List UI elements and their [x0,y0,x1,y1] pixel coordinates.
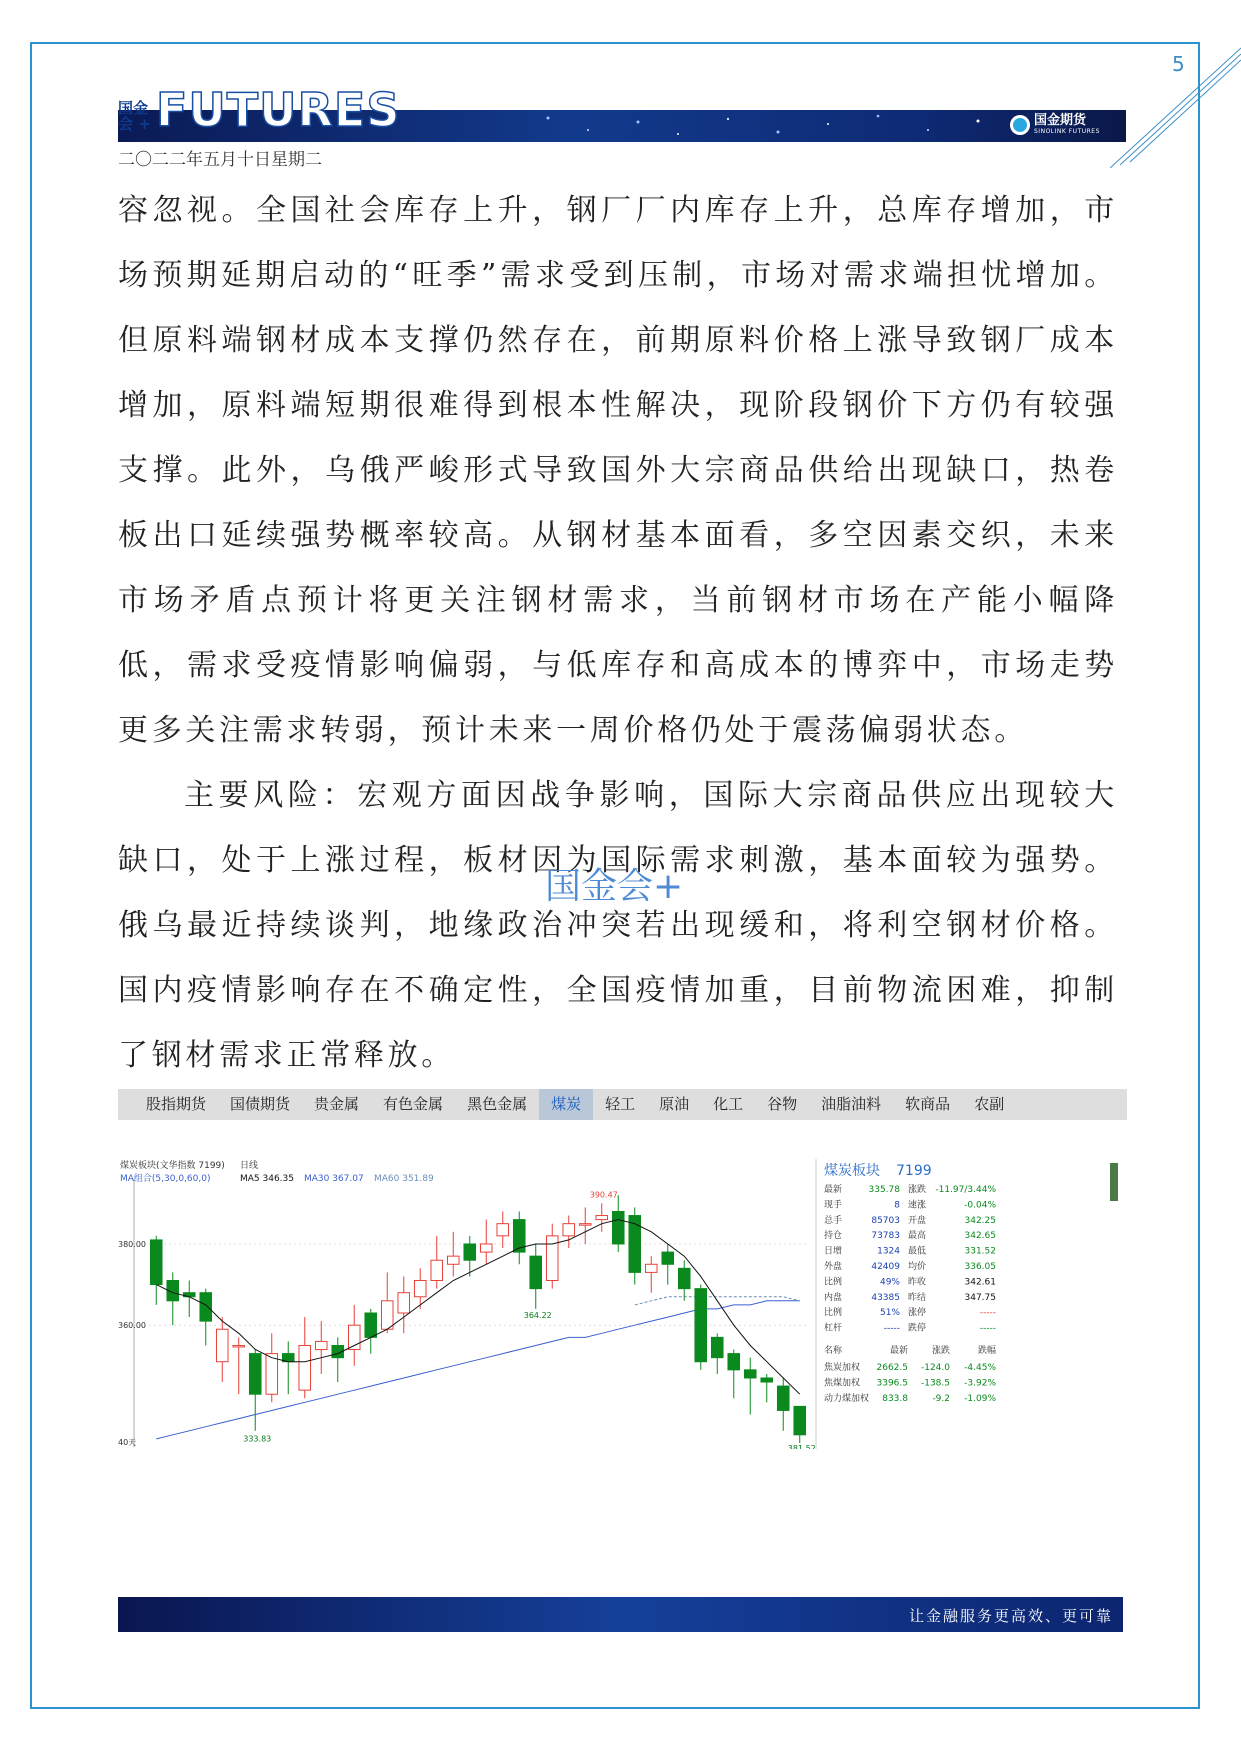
table-name-0: 焦炭加权 [824,1363,861,1373]
footer-band [118,1597,1123,1632]
quote-label-a-7: 内盘 [824,1292,843,1303]
candle-body-25 [563,1224,575,1236]
candle-body-27 [596,1216,608,1220]
tab-3[interactable]: 有色金属 [383,1095,444,1113]
candle-body-6 [249,1354,261,1395]
quote-label-a-9: 杠杆 [824,1323,843,1334]
watermark: 国金会+ [545,866,684,907]
panel-scrollbar [1110,1163,1118,1201]
table-last-1: 3396.5 [876,1378,908,1389]
paragraph-risk: 主要风险：宏观方面因战争影响，国际大宗商品供应出现较大缺口，处于上涨过程，板材因为国际需求刺激，基本面较为强势。俄乌最近持续谈判，地缘政治冲突若出现缓和，将利空钢材价格。国内疫情影响存在不确定性，全国疫情加重，目前物流困难，抑制了钢材需求正常释放。 [118,778,1118,1073]
candle-body-20 [480,1244,492,1252]
ma5-label: MA5 346.35 [240,1174,294,1184]
candle-body-3 [200,1293,212,1321]
quote-label-a-8: 比例 [824,1308,843,1319]
quote-label-b-0: 涨跌 [908,1185,927,1195]
y-tick-0: 380.00 [118,1239,146,1249]
quote-value-a-4: 1324 [877,1246,900,1257]
quote-value-b-8: ----- [979,1308,996,1319]
quote-label-b-9: 跌停 [908,1323,927,1334]
table-header-2: 涨跌 [931,1346,950,1356]
quote-value-b-5: 336.05 [964,1262,996,1272]
annotation-2: 333.83 [243,1434,272,1444]
tab-2[interactable]: 贵金属 [314,1095,360,1113]
quote-value-a-2: 85703 [871,1215,900,1226]
candle-body-23 [530,1256,542,1288]
candle-body-32 [678,1268,690,1288]
ma-combo-label: MA组合(5,30,0,60,0) [120,1174,211,1184]
quote-value-a-0: 335.78 [868,1185,900,1195]
candle-body-17 [431,1260,443,1280]
quote-label-b-6: 昨收 [908,1277,927,1288]
chart-svg [118,1157,1121,1449]
quote-value-a-9: ----- [883,1323,900,1334]
candle-body-19 [464,1244,476,1260]
quote-value-b-1: -0.04% [964,1200,996,1211]
table-pct-1: -3.92% [964,1378,996,1389]
table-name-1: 焦煤加权 [824,1378,861,1389]
candle-body-35 [728,1354,740,1370]
page-number: 5 [1172,52,1185,76]
quote-value-a-6: 49% [879,1277,900,1288]
tab-8[interactable]: 化工 [713,1095,744,1113]
quote-label-a-2: 总手 [824,1215,843,1226]
candle-body-13 [365,1313,377,1337]
quote-value-a-3: 73783 [871,1231,900,1242]
tab-4[interactable]: 黑色金属 [467,1095,528,1113]
tab-0[interactable]: 股指期货 [146,1095,207,1113]
quote-label-a-6: 比例 [824,1277,843,1288]
quote-label-a-5: 外盘 [824,1262,843,1272]
quote-value-b-2: 342.25 [964,1215,996,1226]
quote-label-b-8: 涨停 [908,1308,927,1319]
x-range-label: 40天 [118,1438,137,1447]
candle-body-28 [612,1211,624,1243]
brand-cn [118,100,154,132]
tab-11[interactable]: 软商品 [905,1095,951,1113]
company-name-cn: 国金期货 [1034,113,1087,128]
table-pct-2: -1.09% [964,1393,996,1404]
candle-body-15 [398,1293,410,1313]
candle-body-5 [233,1345,245,1347]
quote-value-a-7: 43385 [871,1292,900,1303]
candle-body-4 [216,1329,228,1361]
tab-9[interactable]: 谷物 [767,1095,798,1113]
quote-label-a-3: 持仓 [824,1231,843,1242]
paragraph-outlook: 容忽视。全国社会库存上升，钢厂厂内库存上升，总库存增加，市场预期延期启动的“旺季”需求受到压制，市场对需求端担忧增加。但原料端钢材成本支撑仍然存在，前期原料价格上涨导致钢厂成本增加，原料端短期很难得到根本性解决，现阶段钢价下方仍有较强支撑。此外，乌俄严峻形式导致国外大宗商品供给出现缺口，热卷板出口延续强势概率较高。从钢材基本面看，多空因素交织，未来市场矛盾点预计将更关注钢材需求，当前钢材市场在产能小幅降低，需求受疫情影响偏弱，与低库存和高成本的博弈中，市场走势更多关注需求转弱，预计未来一周价格仍处于震荡偏弱状态。 [118,193,1118,748]
quote-value-b-3: 342.65 [964,1231,996,1242]
table-header-0: 名称 [824,1346,843,1356]
company-name-en: SINOLINK FUTURES [1034,128,1100,135]
table-chg-0: -124.0 [920,1363,950,1373]
quote-label-a-4: 日增 [824,1246,843,1257]
quote-value-a-1: 8 [894,1200,900,1211]
annotation-0: 390.47 [589,1190,618,1200]
brand-cn-bottom: 会 + [118,115,151,133]
tab-7[interactable]: 原油 [659,1095,690,1113]
quote-title: 煤炭板块 [824,1163,880,1179]
footer-slogan: 让金融服务更高效、更可靠 [908,1607,1113,1625]
ma30-label: MA30 367.07 [304,1174,364,1184]
quote-code: 7199 [896,1163,932,1179]
report-date: 二〇二二年五月十日星期二 [118,150,322,170]
y-tick-1: 360.00 [118,1321,146,1331]
candle-body-36 [744,1370,756,1378]
tab-1[interactable]: 国债期货 [230,1095,291,1113]
candle-body-31 [662,1252,674,1264]
quote-value-a-5: 42409 [871,1262,900,1272]
quote-label-b-1: 速涨 [908,1200,927,1211]
quote-label-b-2: 开盘 [908,1215,927,1226]
table-last-0: 2662.5 [876,1363,908,1373]
quote-value-b-7: 347.75 [964,1292,996,1303]
candle-body-33 [695,1289,707,1362]
candle-body-30 [645,1264,657,1272]
annotation-1: 364.22 [523,1311,552,1321]
candle-body-10 [315,1341,327,1349]
candle-body-38 [777,1386,789,1410]
quote-label-b-3: 最高 [908,1231,927,1242]
quote-value-b-9: ----- [979,1323,996,1334]
candle-body-18 [447,1256,459,1264]
quote-label-b-5: 均价 [908,1262,927,1272]
table-header-1: 最新 [889,1346,908,1356]
brand-cn-top: 国金 [118,99,149,117]
candlestick-chart [118,1157,1121,1449]
tab-10[interactable]: 油脂油料 [821,1095,882,1113]
quote-value-b-4: 331.52 [964,1246,996,1257]
table-pct-0: -4.45% [964,1363,996,1373]
candle-body-16 [414,1281,426,1297]
quote-label-b-4: 最低 [908,1246,927,1257]
table-header-3: 跌幅 [977,1346,996,1356]
quote-value-a-8: 51% [879,1308,900,1319]
company-logo-icon [1010,115,1030,135]
category-tabs [118,1089,1127,1120]
body-text [118,178,1118,1088]
quote-label-a-0: 最新 [824,1185,843,1195]
brand-futures: FUTURES [156,83,401,137]
quote-value-b-6: 342.61 [964,1277,996,1288]
company-logo [1010,114,1100,135]
candle-body-39 [794,1406,806,1434]
candle-body-21 [497,1224,509,1236]
candle-body-7 [266,1354,278,1395]
quote-label-b-7: 昨结 [908,1292,927,1303]
table-chg-1: -138.5 [920,1378,950,1389]
annotation-3: 381.52 [787,1443,816,1449]
tab-5[interactable]: 煤炭 [539,1089,593,1120]
table-name-2: 动力煤加权 [824,1393,870,1404]
table-chg-2: -9.2 [932,1393,950,1404]
candle-body-37 [761,1378,773,1382]
chart-period: 日线 [240,1161,259,1171]
tab-12[interactable]: 农副 [974,1095,1005,1113]
tab-6[interactable]: 轻工 [605,1095,636,1113]
chart-header-label: 煤炭板块(文华指数 7199) [120,1161,225,1171]
quote-label-a-1: 现手 [824,1200,843,1211]
candle-body-26 [579,1224,591,1226]
ma60-label: MA60 351.89 [374,1174,434,1184]
table-last-2: 833.8 [882,1393,908,1404]
candle-body-9 [299,1345,311,1390]
candle-body-14 [381,1301,393,1329]
brand-logo [118,83,401,137]
candle-body-0 [150,1240,162,1285]
candle-body-34 [711,1337,723,1357]
quote-value-b-0: -11.97/3.44% [935,1185,996,1195]
